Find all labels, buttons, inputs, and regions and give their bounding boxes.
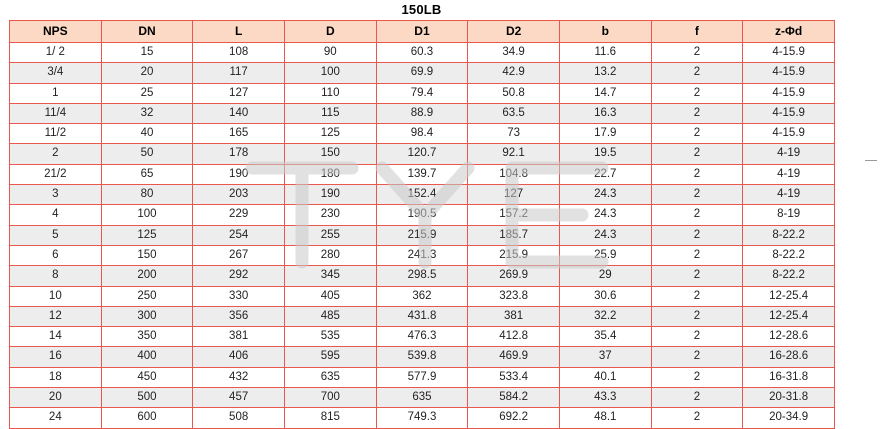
cell-nps: 11/2	[10, 124, 102, 144]
cell-b: 22.7	[559, 164, 651, 184]
table-row	[10, 205, 835, 225]
cell-nps: 10	[10, 286, 102, 306]
cell-dn: 20	[101, 63, 193, 83]
cell-d2: 34.9	[468, 43, 560, 63]
cell-d1: 577.9	[376, 367, 468, 387]
column-header-d: D	[284, 21, 376, 43]
column-header-l: L	[193, 21, 285, 43]
cell-b: 19.5	[559, 144, 651, 164]
table-header	[10, 21, 835, 43]
cell-zd: 12-25.4	[743, 306, 835, 326]
cell-zd: 20-34.9	[743, 408, 835, 428]
cell-d: 485	[284, 306, 376, 326]
cell-l: 108	[193, 43, 285, 63]
cell-f: 2	[651, 205, 743, 225]
table-row	[10, 83, 835, 103]
cell-b: 14.7	[559, 83, 651, 103]
cell-d: 405	[284, 286, 376, 306]
cell-d2: 104.8	[468, 164, 560, 184]
column-header-d2: D2	[468, 21, 560, 43]
cell-d: 345	[284, 266, 376, 286]
cell-d2: 92.1	[468, 144, 560, 164]
cell-d1: 241.3	[376, 245, 468, 265]
cell-dn: 500	[101, 388, 193, 408]
table-row	[10, 367, 835, 387]
cell-f: 2	[651, 286, 743, 306]
cell-dn: 65	[101, 164, 193, 184]
cell-l: 381	[193, 327, 285, 347]
cell-dn: 300	[101, 306, 193, 326]
column-header-zd: z-Φd	[743, 21, 835, 43]
cell-nps: 4	[10, 205, 102, 225]
cell-d2: 323.8	[468, 286, 560, 306]
cell-b: 30.6	[559, 286, 651, 306]
cell-dn: 250	[101, 286, 193, 306]
cell-dn: 100	[101, 205, 193, 225]
cell-b: 43.3	[559, 388, 651, 408]
table-row	[10, 144, 835, 164]
cell-dn: 40	[101, 124, 193, 144]
cell-l: 165	[193, 124, 285, 144]
cell-d1: 98.4	[376, 124, 468, 144]
cell-d2: 42.9	[468, 63, 560, 83]
table-row	[10, 124, 835, 144]
cell-zd: 20-31.8	[743, 388, 835, 408]
cell-d: 190	[284, 185, 376, 205]
cell-f: 2	[651, 347, 743, 367]
cell-d: 90	[284, 43, 376, 63]
table-row	[10, 245, 835, 265]
column-header-nps: NPS	[10, 21, 102, 43]
cell-dn: 150	[101, 245, 193, 265]
cell-d1: 139.7	[376, 164, 468, 184]
cell-b: 16.3	[559, 103, 651, 123]
cell-d2: 73	[468, 124, 560, 144]
cell-zd: 4-15.9	[743, 43, 835, 63]
page-title: 150LB	[401, 2, 442, 17]
table-row	[10, 347, 835, 367]
cell-b: 24.3	[559, 225, 651, 245]
cell-zd: 12-25.4	[743, 286, 835, 306]
cell-dn: 50	[101, 144, 193, 164]
cell-d2: 63.5	[468, 103, 560, 123]
cell-f: 2	[651, 327, 743, 347]
column-header-dn: DN	[101, 21, 193, 43]
cell-b: 13.2	[559, 63, 651, 83]
cell-b: 29	[559, 266, 651, 286]
cell-nps: 5	[10, 225, 102, 245]
cell-zd: 8-19	[743, 205, 835, 225]
table-row	[10, 103, 835, 123]
cell-f: 2	[651, 266, 743, 286]
cell-f: 2	[651, 43, 743, 63]
cell-b: 24.3	[559, 205, 651, 225]
cell-zd: 4-15.9	[743, 63, 835, 83]
spec-table-container	[9, 20, 835, 429]
cell-d1: 362	[376, 286, 468, 306]
cell-nps: 8	[10, 266, 102, 286]
cell-zd: 4-19	[743, 164, 835, 184]
cell-d1: 539.8	[376, 347, 468, 367]
cell-nps: 2	[10, 144, 102, 164]
cell-l: 254	[193, 225, 285, 245]
cell-l: 140	[193, 103, 285, 123]
cell-d1: 120.7	[376, 144, 468, 164]
cell-dn: 15	[101, 43, 193, 63]
cell-nps: 18	[10, 367, 102, 387]
cell-d1: 152.4	[376, 185, 468, 205]
cell-nps: 21/2	[10, 164, 102, 184]
cell-d1: 190.5	[376, 205, 468, 225]
cell-dn: 125	[101, 225, 193, 245]
cell-b: 17.9	[559, 124, 651, 144]
cell-b: 32.2	[559, 306, 651, 326]
cell-f: 2	[651, 245, 743, 265]
cell-d1: 431.8	[376, 306, 468, 326]
cell-nps: 1/ 2	[10, 43, 102, 63]
cell-nps: 6	[10, 245, 102, 265]
cell-f: 2	[651, 367, 743, 387]
cell-d2: 469.9	[468, 347, 560, 367]
cell-d1: 298.5	[376, 266, 468, 286]
cell-nps: 24	[10, 408, 102, 428]
cell-dn: 80	[101, 185, 193, 205]
cell-zd: 16-28.6	[743, 347, 835, 367]
table-header-row	[10, 21, 835, 43]
cell-b: 37	[559, 347, 651, 367]
cell-d: 815	[284, 408, 376, 428]
cell-d1: 88.9	[376, 103, 468, 123]
cell-d: 125	[284, 124, 376, 144]
cell-dn: 32	[101, 103, 193, 123]
cell-d1: 635	[376, 388, 468, 408]
cell-l: 117	[193, 63, 285, 83]
cell-d: 180	[284, 164, 376, 184]
table-row	[10, 388, 835, 408]
cell-d2: 533.4	[468, 367, 560, 387]
cell-l: 457	[193, 388, 285, 408]
cell-f: 2	[651, 225, 743, 245]
cell-l: 178	[193, 144, 285, 164]
cell-dn: 450	[101, 367, 193, 387]
cell-d: 150	[284, 144, 376, 164]
cell-d2: 584.2	[468, 388, 560, 408]
cell-f: 2	[651, 103, 743, 123]
cell-l: 356	[193, 306, 285, 326]
cell-f: 2	[651, 83, 743, 103]
cell-d1: 476.3	[376, 327, 468, 347]
cell-l: 508	[193, 408, 285, 428]
cell-nps: 14	[10, 327, 102, 347]
cell-d2: 412.8	[468, 327, 560, 347]
cell-d2: 269.9	[468, 266, 560, 286]
column-header-b: b	[559, 21, 651, 43]
cell-d: 280	[284, 245, 376, 265]
cell-nps: 20	[10, 388, 102, 408]
flange-dimension-table	[9, 20, 835, 429]
column-header-f: f	[651, 21, 743, 43]
cell-d1: 79.4	[376, 83, 468, 103]
cell-d: 100	[284, 63, 376, 83]
cell-f: 2	[651, 144, 743, 164]
cell-d: 535	[284, 327, 376, 347]
cell-d: 115	[284, 103, 376, 123]
table-row	[10, 185, 835, 205]
cell-b: 48.1	[559, 408, 651, 428]
table-row	[10, 164, 835, 184]
cell-d: 230	[284, 205, 376, 225]
table-row	[10, 306, 835, 326]
cell-l: 330	[193, 286, 285, 306]
cell-d2: 50.8	[468, 83, 560, 103]
table-row	[10, 63, 835, 83]
cell-d: 110	[284, 83, 376, 103]
page-edge-mark	[865, 160, 877, 161]
cell-zd: 4-15.9	[743, 103, 835, 123]
cell-d2: 215.9	[468, 245, 560, 265]
cell-dn: 350	[101, 327, 193, 347]
cell-b: 35.4	[559, 327, 651, 347]
cell-f: 2	[651, 124, 743, 144]
cell-dn: 200	[101, 266, 193, 286]
cell-d: 255	[284, 225, 376, 245]
cell-nps: 11/4	[10, 103, 102, 123]
cell-l: 292	[193, 266, 285, 286]
cell-f: 2	[651, 63, 743, 83]
cell-b: 40.1	[559, 367, 651, 387]
cell-dn: 25	[101, 83, 193, 103]
cell-zd: 8-22.2	[743, 266, 835, 286]
cell-f: 2	[651, 388, 743, 408]
cell-f: 2	[651, 306, 743, 326]
table-row	[10, 286, 835, 306]
cell-zd: 4-15.9	[743, 83, 835, 103]
cell-d1: 69.9	[376, 63, 468, 83]
table-row	[10, 43, 835, 63]
cell-l: 127	[193, 83, 285, 103]
cell-d1: 749.3	[376, 408, 468, 428]
cell-l: 229	[193, 205, 285, 225]
cell-l: 203	[193, 185, 285, 205]
cell-l: 267	[193, 245, 285, 265]
cell-d1: 60.3	[376, 43, 468, 63]
cell-f: 2	[651, 185, 743, 205]
cell-nps: 3	[10, 185, 102, 205]
cell-zd: 8-22.2	[743, 245, 835, 265]
cell-d2: 157.2	[468, 205, 560, 225]
cell-d: 595	[284, 347, 376, 367]
cell-l: 190	[193, 164, 285, 184]
table-row	[10, 408, 835, 428]
cell-b: 11.6	[559, 43, 651, 63]
cell-zd: 4-15.9	[743, 124, 835, 144]
table-row	[10, 266, 835, 286]
cell-nps: 1	[10, 83, 102, 103]
cell-l: 432	[193, 367, 285, 387]
cell-nps: 12	[10, 306, 102, 326]
cell-zd: 16-31.8	[743, 367, 835, 387]
cell-d2: 381	[468, 306, 560, 326]
cell-f: 2	[651, 408, 743, 428]
cell-nps: 16	[10, 347, 102, 367]
cell-b: 24.3	[559, 185, 651, 205]
table-body	[10, 43, 835, 429]
cell-zd: 4-19	[743, 185, 835, 205]
column-header-d1: D1	[376, 21, 468, 43]
cell-zd: 8-22.2	[743, 225, 835, 245]
cell-zd: 12-28.6	[743, 327, 835, 347]
cell-dn: 400	[101, 347, 193, 367]
cell-d1: 215.9	[376, 225, 468, 245]
cell-zd: 4-19	[743, 144, 835, 164]
cell-dn: 600	[101, 408, 193, 428]
cell-b: 25.9	[559, 245, 651, 265]
cell-f: 2	[651, 164, 743, 184]
cell-nps: 3/4	[10, 63, 102, 83]
cell-d2: 185.7	[468, 225, 560, 245]
cell-d: 700	[284, 388, 376, 408]
table-row	[10, 327, 835, 347]
cell-d: 635	[284, 367, 376, 387]
cell-l: 406	[193, 347, 285, 367]
cell-d2: 127	[468, 185, 560, 205]
table-row	[10, 225, 835, 245]
cell-d2: 692.2	[468, 408, 560, 428]
